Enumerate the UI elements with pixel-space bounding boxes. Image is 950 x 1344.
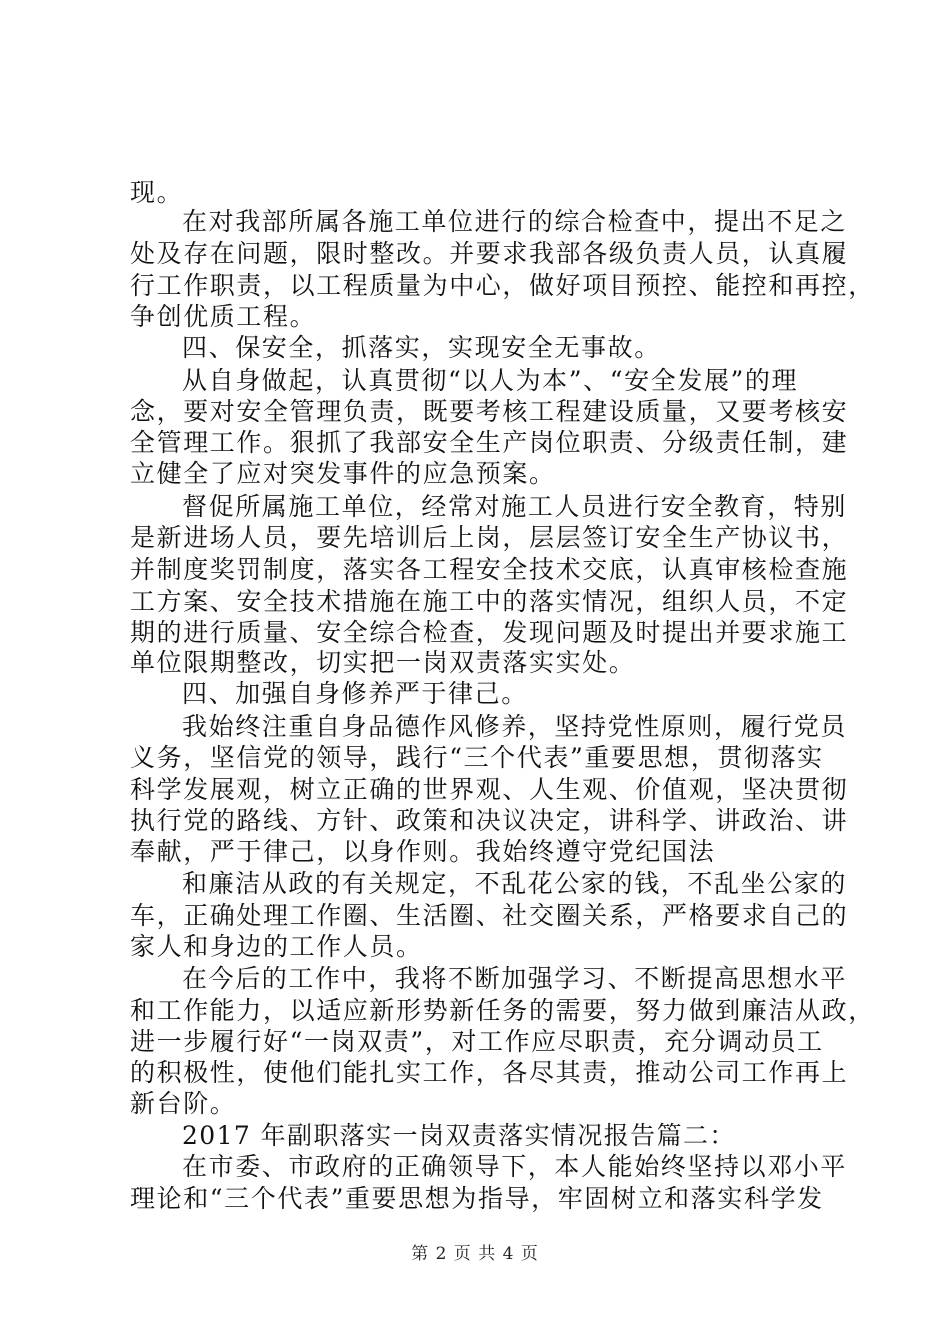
text-line: 并制度奖罚制度，落实各工程安全技术交底，认真审核检查施: [130, 555, 849, 584]
text-line: 立健全了应对突发事件的应急预案。: [130, 459, 556, 488]
text-line: 和工作能力，以适应新形势新任务的需要，努力做到廉洁从政，: [130, 996, 875, 1025]
text-line: 新台阶。: [130, 1089, 237, 1118]
text-line: 家人和身边的工作人员。: [130, 932, 423, 961]
text-line: 念，要对安全管理负责，既要考核工程建设质量，又要考核安: [130, 397, 849, 426]
text-line: 执行党的路线、方针、政策和决议决定，讲科学、讲政治、讲: [130, 806, 849, 835]
text-line: 的积极性，使他们能扎实工作，各尽其责，推动公司工作再上: [130, 1058, 849, 1087]
text-line: 我始终注重自身品德作风修养，坚持党性原则，履行党员: [182, 712, 848, 741]
text-line: 在市委、市政府的正确领导下，本人能始终坚持以邓小平: [182, 1152, 848, 1181]
section-heading: 四、保安全，抓落实，实现安全无事故。: [182, 333, 661, 362]
text-line: 现。: [130, 178, 184, 207]
section-heading: 四、加强自身修养严于律己。: [182, 679, 528, 708]
text-line: 期的进行质量、安全综合检查，发现问题及时提出并要求施工: [130, 618, 849, 647]
text-line: 处及存在问题，限时整改。并要求我部各级负责人员，认真履: [130, 239, 849, 268]
text-line: 理论和“三个代表”重要思想为指导，牢固树立和落实科学发: [130, 1184, 824, 1213]
section-title: 2017 年副职落实一岗双责落实情况报告篇二：: [182, 1121, 736, 1150]
text-line: 车，正确处理工作圈、生活圈、社交圈关系，严格要求自己的: [130, 901, 849, 930]
text-line: 和廉洁从政的有关规定，不乱花公家的钱，不乱坐公家的: [182, 869, 848, 898]
text-line: 单位限期整改，切实把一岗双责落实实处。: [130, 648, 636, 677]
text-line: 科学发展观，树立正确的世界观、人生观、价值观，坚决贯彻: [130, 775, 849, 804]
text-line: 奉献，严于律己，以身作则。我始终遵守党纪国法: [130, 837, 716, 866]
text-line: 争创优质工程。: [130, 302, 317, 331]
text-line: 工方案、安全技术措施在施工中的落实情况，组织人员，不定: [130, 587, 849, 616]
page-number: 第 2 页 共 4 页: [411, 1244, 539, 1264]
text-line: 行工作职责，以工程质量为中心，做好项目预控、能控和再控，: [130, 271, 875, 300]
text-line: 在今后的工作中，我将不断加强学习、不断提高思想水平: [182, 964, 848, 993]
text-line: 从自身做起，认真贯彻“以人为本”、“安全发展”的理: [182, 366, 799, 395]
text-line: 是新进场人员，要先培训后上岗，层层签订安全生产协议书，: [130, 523, 849, 552]
text-line: 义务，坚信党的领导，践行“三个代表”重要思想，贯彻落实: [130, 743, 824, 772]
text-line: 全管理工作。狠抓了我部安全生产岗位职责、分级责任制，建: [130, 428, 849, 457]
text-line: 进一步履行好“一岗双责”，对工作应尽职责，充分调动员工: [130, 1027, 824, 1056]
text-line: 督促所属施工单位，经常对施工人员进行安全教育，特别: [182, 492, 848, 521]
text-line: 在对我部所属各施工单位进行的综合检查中，提出不足之: [182, 207, 848, 236]
